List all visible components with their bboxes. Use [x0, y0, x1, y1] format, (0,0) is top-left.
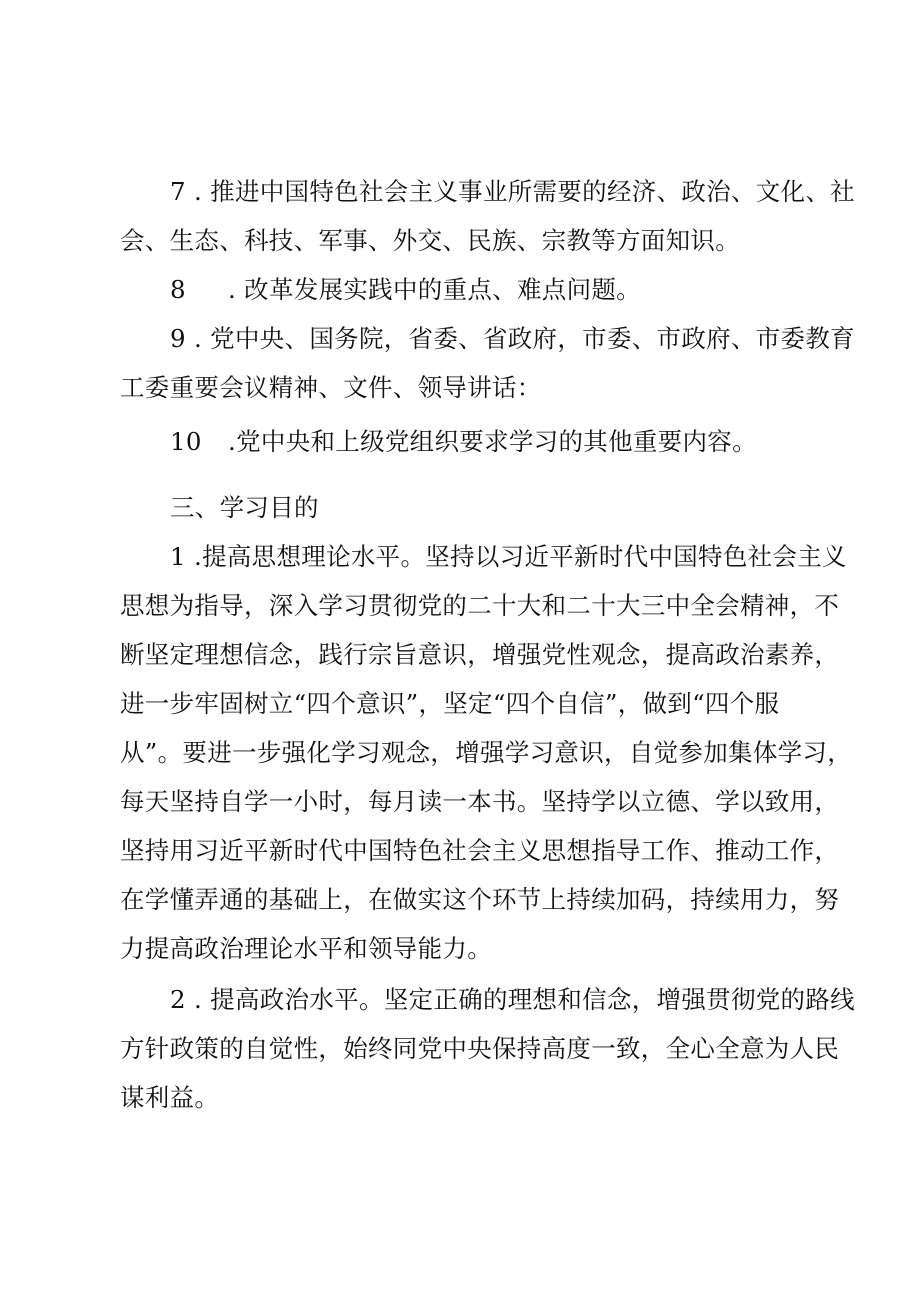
item-8 — [170, 275, 641, 304]
point-1-line: 坚持用习近平新时代中国特色社会主义思想指导工作、推动工作， — [120, 836, 840, 865]
point-1-line: 在学懂弄通的基础上，在做实这个环节上持续加码，持续用力，努 — [120, 885, 840, 914]
point-1-line: 断坚定理想信念，践行宗旨意识，增强党性观念，提高政治素养， — [120, 640, 840, 669]
point-1-line: 每天坚持自学一小时，每月读一本书。坚持学以立德、学以致用， — [120, 787, 840, 816]
point-1-line: 从”。要进一步强化学习观念，增强学习意识，自觉参加集体学习， — [120, 738, 853, 767]
item-8-text: . 改革发展实践中的重点、难点问题。 — [228, 275, 641, 304]
item-9-line-2: 工委重要会议精神、文件、领导讲话： — [120, 373, 542, 402]
point-1-line: 1 .提高思想理论水平。坚持以习近平新时代中国特色社会主义 — [170, 542, 847, 571]
point-2-line: 方针政策的自觉性，始终同党中央保持高度一致，全心全意为人民 — [120, 1034, 840, 1063]
item-7-line-2: 会、生态、科技、军事、外交、民族、宗教等方面知识。 — [120, 226, 740, 255]
point-2-line: 2 . 提高政治水平。坚定正确的理想和信念，增强贯彻党的路线 — [170, 985, 855, 1014]
item-10 — [170, 427, 757, 456]
item-9-line-1: 9 . 党中央、国务院，省委、省政府，市委、市政府、市委教育 — [170, 324, 855, 353]
item-7-line-1: 7 . 推进中国特色社会主义事业所需要的经济、政治、文化、社 — [170, 177, 855, 206]
item-10-text: .党中央和上级党组织要求学习的其他重要内容。 — [228, 427, 757, 456]
item-10-number: 10 — [170, 427, 202, 456]
point-2-line: 谋利益。 — [120, 1083, 220, 1112]
item-8-number: 8 — [170, 275, 186, 304]
point-1-line: 力提高政治理论水平和领导能力。 — [120, 934, 492, 963]
point-1-line: 进一步牢固树立“四个意识”，坚定“四个自信”，做到“四个服 — [120, 689, 780, 718]
section-heading: 三、学习目的 — [170, 493, 319, 522]
point-1-line: 思想为指导，深入学习贯彻党的二十大和二十大三中全会精神，不 — [120, 591, 840, 620]
